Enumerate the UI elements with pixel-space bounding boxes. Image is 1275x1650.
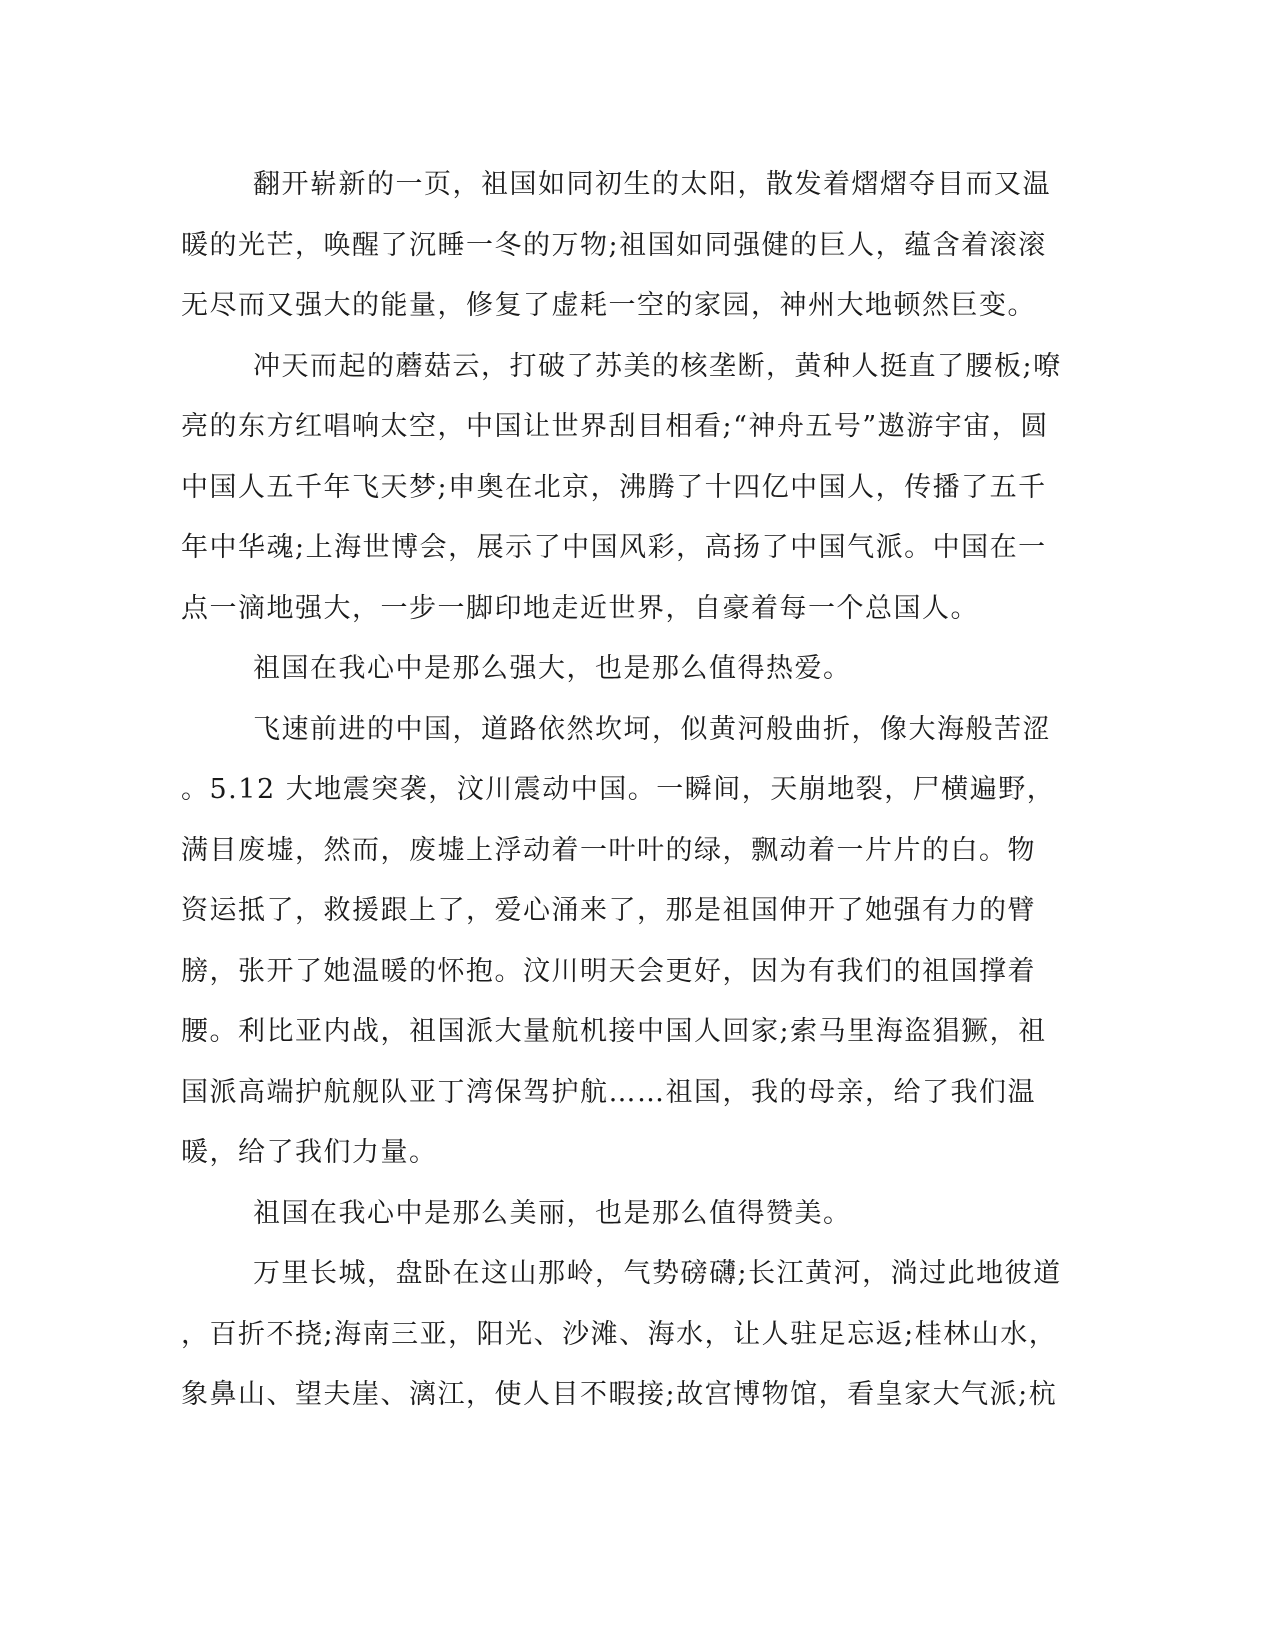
text-line: 冲天而起的蘑菇云，打破了苏美的核垄断，黄种人挺直了腰板;嘹 (253, 350, 1062, 382)
text-line: 无尽而又强大的能量，修复了虚耗一空的家园，神州大地顿然巨变。 (181, 290, 1036, 321)
text-line: 亮的东方红唱响太空，中国让世界刮目相看;“神舟五号”遨游宇宙，圆 (181, 411, 1049, 442)
text-line: ，百折不挠;海南三亚，阳光、沙滩、海水，让人驻足忘返;桂林山水， (181, 1318, 1058, 1350)
text-line: 满目废墟，然而，废墟上浮动着一叶叶的绿，飘动着一片片的白。物 (181, 834, 1036, 866)
body-text (181, 155, 1062, 1426)
text-line: 象鼻山、望夫崖、漓江，使人目不暇接;故宫博物馆，看皇家大气派;杭 (181, 1379, 1058, 1410)
text-line: 翻开崭新的一页，祖国如同初生的太阳，散发着熠熠夺目而又温 (253, 169, 1051, 200)
text-line: 万里长城，盘卧在这山那岭，气势磅礴;长江黄河，淌过此地彼道 (253, 1258, 1062, 1289)
text-line: 中国人五千年飞天梦;申奥在北京，沸腾了十四亿中国人，传播了五千 (181, 471, 1047, 503)
text-line: 。5.12 大地震突袭，汶川震动中国。一瞬间，天崩地裂，尸横遍野， (181, 774, 1056, 805)
text-line: 暖，给了我们力量。 (181, 1137, 438, 1168)
text-line: 点一滴地强大，一步一脚印地走近世界，自豪着每一个总国人。 (181, 592, 979, 624)
text-line: 年中华魂;上海世博会，展示了中国风彩，高扬了中国气派。中国在一 (181, 532, 1047, 563)
text-line: 国派高端护航舰队亚丁湾保驾护航……祖国，我的母亲，给了我们温 (181, 1076, 1036, 1108)
text-line: 膀，张开了她温暖的怀抱。汶川明天会更好，因为有我们的祖国撑着 (181, 955, 1036, 987)
text-line: 腰。利比亚内战，祖国派大量航机接中国人回家;索马里海盗猖獗，祖 (181, 1016, 1047, 1047)
text-line: 暖的光芒，唤醒了沉睡一冬的万物;祖国如同强健的巨人，蕴含着滚滚 (181, 229, 1047, 261)
text-line: 资运抵了，救援跟上了，爱心涌来了，那是祖国伸开了她强有力的臂 (181, 895, 1036, 926)
text-line: 祖国在我心中是那么美丽，也是那么值得赞美。 (253, 1197, 852, 1229)
text-line: 飞速前进的中国，道路依然坎坷，似黄河般曲折，像大海般苦涩 (253, 713, 1051, 745)
text-line: 祖国在我心中是那么强大，也是那么值得热爱。 (253, 653, 852, 684)
